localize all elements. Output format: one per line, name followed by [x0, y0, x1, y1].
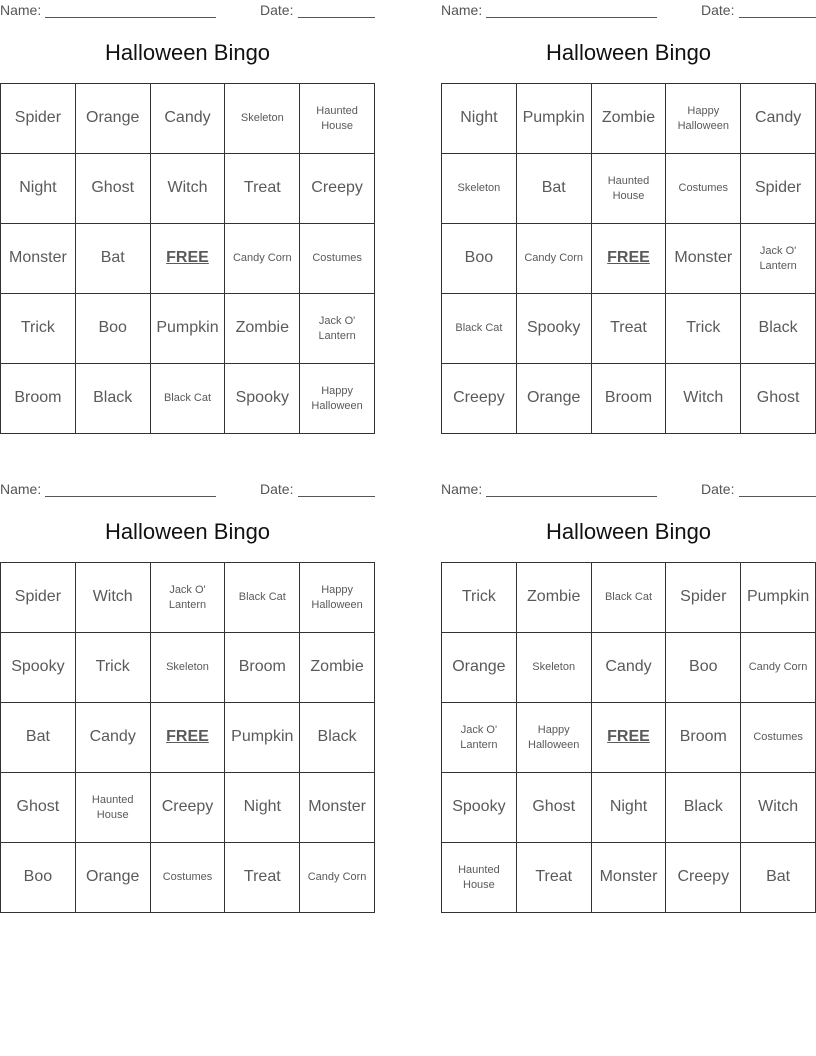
bingo-cell[interactable]: Treat: [225, 154, 300, 224]
bingo-cell[interactable]: Pumpkin: [741, 563, 816, 633]
free-space-cell[interactable]: FREE: [151, 224, 226, 294]
name-field-line[interactable]: [486, 496, 657, 497]
bingo-grid: [441, 83, 816, 434]
bingo-cell[interactable]: Haunted House: [592, 154, 667, 224]
bingo-cell[interactable]: Bat: [741, 843, 816, 913]
card-header: [441, 2, 816, 20]
bingo-cell[interactable]: Black Cat: [442, 294, 517, 364]
bingo-cell[interactable]: Witch: [76, 563, 151, 633]
bingo-cell[interactable]: Trick: [442, 563, 517, 633]
bingo-cell[interactable]: Pumpkin: [225, 703, 300, 773]
bingo-cell[interactable]: Jack O' Lantern: [151, 563, 226, 633]
bingo-cell[interactable]: Ghost: [76, 154, 151, 224]
date-field-line[interactable]: [298, 17, 375, 18]
date-field-line[interactable]: [298, 496, 375, 497]
card-title: Halloween Bingo: [545, 519, 712, 544]
bingo-cell[interactable]: Orange: [76, 843, 151, 913]
bingo-cell[interactable]: Happy Halloween: [517, 703, 592, 773]
name-label: Name:: [441, 2, 483, 18]
bingo-cell[interactable]: Monster: [1, 224, 76, 294]
bingo-cell[interactable]: Orange: [76, 84, 151, 154]
bingo-cell[interactable]: Skeleton: [442, 154, 517, 224]
bingo-cell[interactable]: Spider: [741, 154, 816, 224]
date-label: Date:: [260, 481, 294, 497]
bingo-grid: [0, 83, 375, 434]
bingo-cell[interactable]: Monster: [300, 773, 375, 843]
bingo-cell[interactable]: Night: [225, 773, 300, 843]
card-header: [0, 481, 375, 499]
bingo-cell[interactable]: Black Cat: [225, 563, 300, 633]
bingo-cell[interactable]: Happy Halloween: [666, 84, 741, 154]
bingo-cell[interactable]: Skeleton: [517, 633, 592, 703]
bingo-cell[interactable]: Spooky: [442, 773, 517, 843]
bingo-cell[interactable]: Monster: [666, 224, 741, 294]
name-label: Name:: [0, 2, 42, 18]
bingo-cell[interactable]: Haunted House: [300, 84, 375, 154]
bingo-card-4: [441, 479, 816, 919]
bingo-cell[interactable]: Candy Corn: [225, 224, 300, 294]
bingo-cell[interactable]: Pumpkin: [517, 84, 592, 154]
bingo-cell[interactable]: Orange: [517, 364, 592, 434]
bingo-cell[interactable]: Witch: [666, 364, 741, 434]
bingo-cell[interactable]: Creepy: [666, 843, 741, 913]
bingo-cell[interactable]: Candy: [741, 84, 816, 154]
bingo-cell[interactable]: Black: [666, 773, 741, 843]
bingo-grid: [441, 562, 816, 913]
bingo-cell[interactable]: Haunted House: [76, 773, 151, 843]
bingo-cell[interactable]: Bat: [517, 154, 592, 224]
bingo-cell[interactable]: Spooky: [517, 294, 592, 364]
date-field-line[interactable]: [739, 496, 816, 497]
bingo-cell[interactable]: Monster: [592, 843, 667, 913]
bingo-cell[interactable]: Ghost: [741, 364, 816, 434]
bingo-cell[interactable]: Boo: [442, 224, 517, 294]
bingo-cell[interactable]: Candy Corn: [741, 633, 816, 703]
bingo-cell[interactable]: Zombie: [225, 294, 300, 364]
name-field-line[interactable]: [486, 17, 657, 18]
bingo-cell[interactable]: Jack O' Lantern: [300, 294, 375, 364]
bingo-cell[interactable]: Bat: [1, 703, 76, 773]
bingo-cell[interactable]: Candy Corn: [517, 224, 592, 294]
bingo-cell[interactable]: Candy: [76, 703, 151, 773]
bingo-cell[interactable]: Skeleton: [151, 633, 226, 703]
bingo-cell[interactable]: Candy: [592, 633, 667, 703]
bingo-cell[interactable]: Boo: [76, 294, 151, 364]
bingo-cell[interactable]: Spider: [1, 563, 76, 633]
bingo-cell[interactable]: Black: [300, 703, 375, 773]
bingo-cell[interactable]: Trick: [1, 294, 76, 364]
bingo-cell[interactable]: Zombie: [517, 563, 592, 633]
card-title: Halloween Bingo: [104, 40, 271, 65]
bingo-cell[interactable]: Candy Corn: [300, 843, 375, 913]
bingo-cell[interactable]: Black: [741, 294, 816, 364]
bingo-cell[interactable]: Night: [1, 154, 76, 224]
bingo-card-2: [441, 0, 816, 440]
card-header: [441, 481, 816, 499]
date-field-line[interactable]: [739, 17, 816, 18]
name-field-line[interactable]: [45, 17, 216, 18]
bingo-card-1: [0, 0, 375, 440]
card-header: [0, 2, 375, 20]
free-space-cell[interactable]: FREE: [592, 703, 667, 773]
bingo-cell[interactable]: Spider: [1, 84, 76, 154]
bingo-cell[interactable]: Treat: [225, 843, 300, 913]
free-space-cell[interactable]: FREE: [151, 703, 226, 773]
bingo-cell[interactable]: Treat: [517, 843, 592, 913]
bingo-cell[interactable]: Broom: [1, 364, 76, 434]
bingo-cell[interactable]: Ghost: [1, 773, 76, 843]
bingo-cell[interactable]: Boo: [1, 843, 76, 913]
bingo-cell[interactable]: Costumes: [151, 843, 226, 913]
bingo-cell[interactable]: Trick: [666, 294, 741, 364]
bingo-cell[interactable]: Spooky: [1, 633, 76, 703]
bingo-cell[interactable]: Creepy: [151, 773, 226, 843]
bingo-cell[interactable]: Broom: [592, 364, 667, 434]
bingo-cell[interactable]: Night: [592, 773, 667, 843]
date-label: Date:: [260, 2, 294, 18]
bingo-cell[interactable]: Boo: [666, 633, 741, 703]
bingo-cell[interactable]: Jack O' Lantern: [741, 224, 816, 294]
bingo-cell[interactable]: Spooky: [225, 364, 300, 434]
bingo-cell[interactable]: Jack O' Lantern: [442, 703, 517, 773]
card-title: Halloween Bingo: [104, 519, 271, 544]
free-space-cell[interactable]: FREE: [592, 224, 667, 294]
bingo-cell[interactable]: Night: [442, 84, 517, 154]
bingo-cell[interactable]: Broom: [666, 703, 741, 773]
name-label: Name:: [441, 481, 483, 497]
bingo-grid: [0, 562, 375, 913]
name-field-line[interactable]: [45, 496, 216, 497]
bingo-card-3: [0, 479, 375, 919]
bingo-cell[interactable]: Happy Halloween: [300, 563, 375, 633]
date-label: Date:: [701, 481, 735, 497]
bingo-cell[interactable]: Ghost: [517, 773, 592, 843]
bingo-cell[interactable]: Costumes: [666, 154, 741, 224]
bingo-cell[interactable]: Black Cat: [592, 563, 667, 633]
bingo-cell[interactable]: Candy: [151, 84, 226, 154]
name-label: Name:: [0, 481, 42, 497]
bingo-cell[interactable]: Zombie: [300, 633, 375, 703]
date-label: Date:: [701, 2, 735, 18]
bingo-cell[interactable]: Treat: [592, 294, 667, 364]
bingo-cell[interactable]: Black Cat: [151, 364, 226, 434]
bingo-cell[interactable]: Trick: [76, 633, 151, 703]
bingo-cell[interactable]: Black: [76, 364, 151, 434]
bingo-cell[interactable]: Witch: [741, 773, 816, 843]
bingo-cell[interactable]: Happy Halloween: [300, 364, 375, 434]
bingo-cell[interactable]: Zombie: [592, 84, 667, 154]
bingo-cell[interactable]: Witch: [151, 154, 226, 224]
bingo-cell[interactable]: Creepy: [442, 364, 517, 434]
bingo-cell[interactable]: Broom: [225, 633, 300, 703]
card-title: Halloween Bingo: [545, 40, 712, 65]
bingo-cell[interactable]: Haunted House: [442, 843, 517, 913]
bingo-cell[interactable]: Pumpkin: [151, 294, 226, 364]
bingo-cell[interactable]: Spider: [666, 563, 741, 633]
bingo-cell[interactable]: Costumes: [300, 224, 375, 294]
bingo-cell[interactable]: Costumes: [741, 703, 816, 773]
bingo-cell[interactable]: Bat: [76, 224, 151, 294]
bingo-cell[interactable]: Creepy: [300, 154, 375, 224]
bingo-cell[interactable]: Skeleton: [225, 84, 300, 154]
bingo-cell[interactable]: Orange: [442, 633, 517, 703]
